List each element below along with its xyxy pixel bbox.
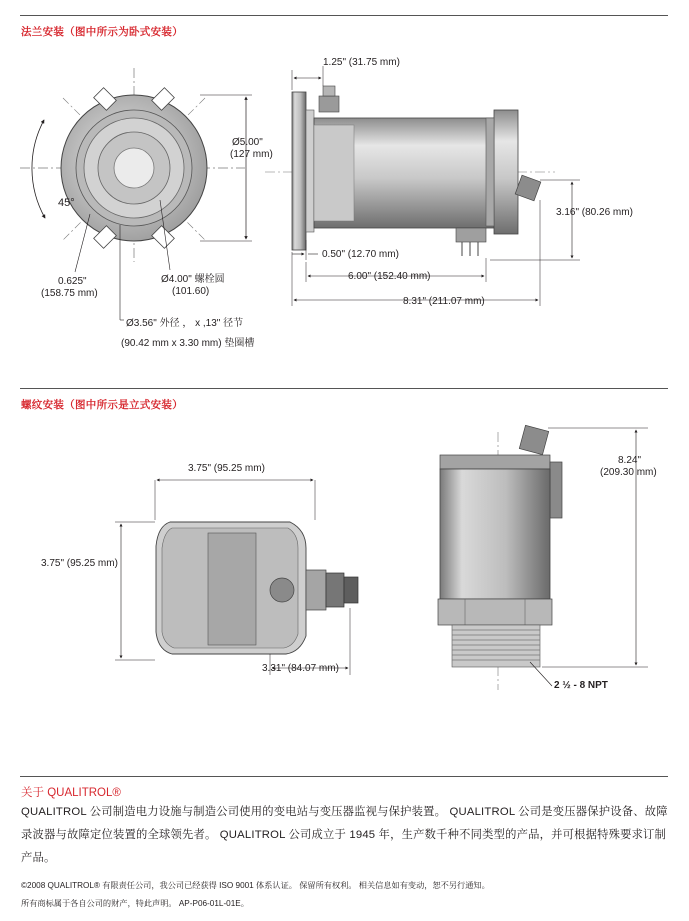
flange-section-title: 法兰安装（图中所示为卧式安装） xyxy=(21,26,183,38)
dim-6-00: 6.00" (152.40 mm) xyxy=(348,271,431,282)
dim-3-31: 3.31" (84.07 mm) xyxy=(262,663,339,674)
footer-trademark: 所有商标属于各自公司的财产，特此声明。 AP-P06-01L-01E。 xyxy=(21,899,249,908)
section-rule-2 xyxy=(20,388,668,389)
about-body: QUALITROL 公司制造电力设施与制造公司使用的变电站与变压器监视与保护装置。 QUALITROL 公司是变压器保护设备、故障录波器与故障定位装置的全球领先者。 QUALITROL 公司成立于 1945 年，生产数千种不同类型的产品，并可根据特殊要求订制产品。 xyxy=(21,806,668,864)
dim-8-24-a: 8.24" xyxy=(618,455,642,466)
dim-3-56-b: (90.42 mm x 3.30 mm) 垫圈槽 xyxy=(121,338,255,349)
dim-h-3-75: 3.75" (95.25 mm) xyxy=(41,558,118,569)
flange-side-view xyxy=(265,66,580,306)
dim-4-00-a: Ø4.00" 螺栓圆 xyxy=(161,274,225,285)
dim-3-56-a: Ø3.56" 外径 ， x ,13" 径节 xyxy=(126,318,244,329)
dim-0-625-a: 0.625" xyxy=(58,276,87,287)
section-rule-3 xyxy=(20,776,668,777)
dim-8-31: 8.31" (211.07 mm) xyxy=(403,296,485,307)
thread-side-view xyxy=(438,425,648,690)
dim-4-00-b: (101.60) xyxy=(172,286,210,297)
dim-0-625-b: (158.75 mm) xyxy=(41,288,98,299)
dim-npt: 2 ½ - 8 NPT xyxy=(554,680,608,691)
thread-top-view xyxy=(115,480,358,675)
dim-5-00-b: (127 mm) xyxy=(230,149,273,160)
dim-45-deg: 45° xyxy=(58,197,75,209)
dim-0-50: 0.50" (12.70 mm) xyxy=(322,249,399,260)
about-title: 关于 QUALITROL® xyxy=(21,787,121,799)
dim-5-00-a: Ø5.00" xyxy=(232,137,263,148)
dim-8-24-b: (209.30 mm) xyxy=(600,467,657,478)
dim-w-3-75: 3.75" (95.25 mm) xyxy=(188,463,265,474)
dim-3-16: 3.16" (80.26 mm) xyxy=(556,207,633,218)
footer-copyright: ©2008 QUALITROL® 有限责任公司，我公司已经获得 ISO 9001 体系认证。 保留所有权利。 相关信息如有变动，恕不另行通知。 xyxy=(21,881,490,890)
thread-section-title: 螺纹安装（图中所示是立式安装） xyxy=(21,399,183,411)
dim-1-25: 1.25" (31.75 mm) xyxy=(323,57,400,68)
